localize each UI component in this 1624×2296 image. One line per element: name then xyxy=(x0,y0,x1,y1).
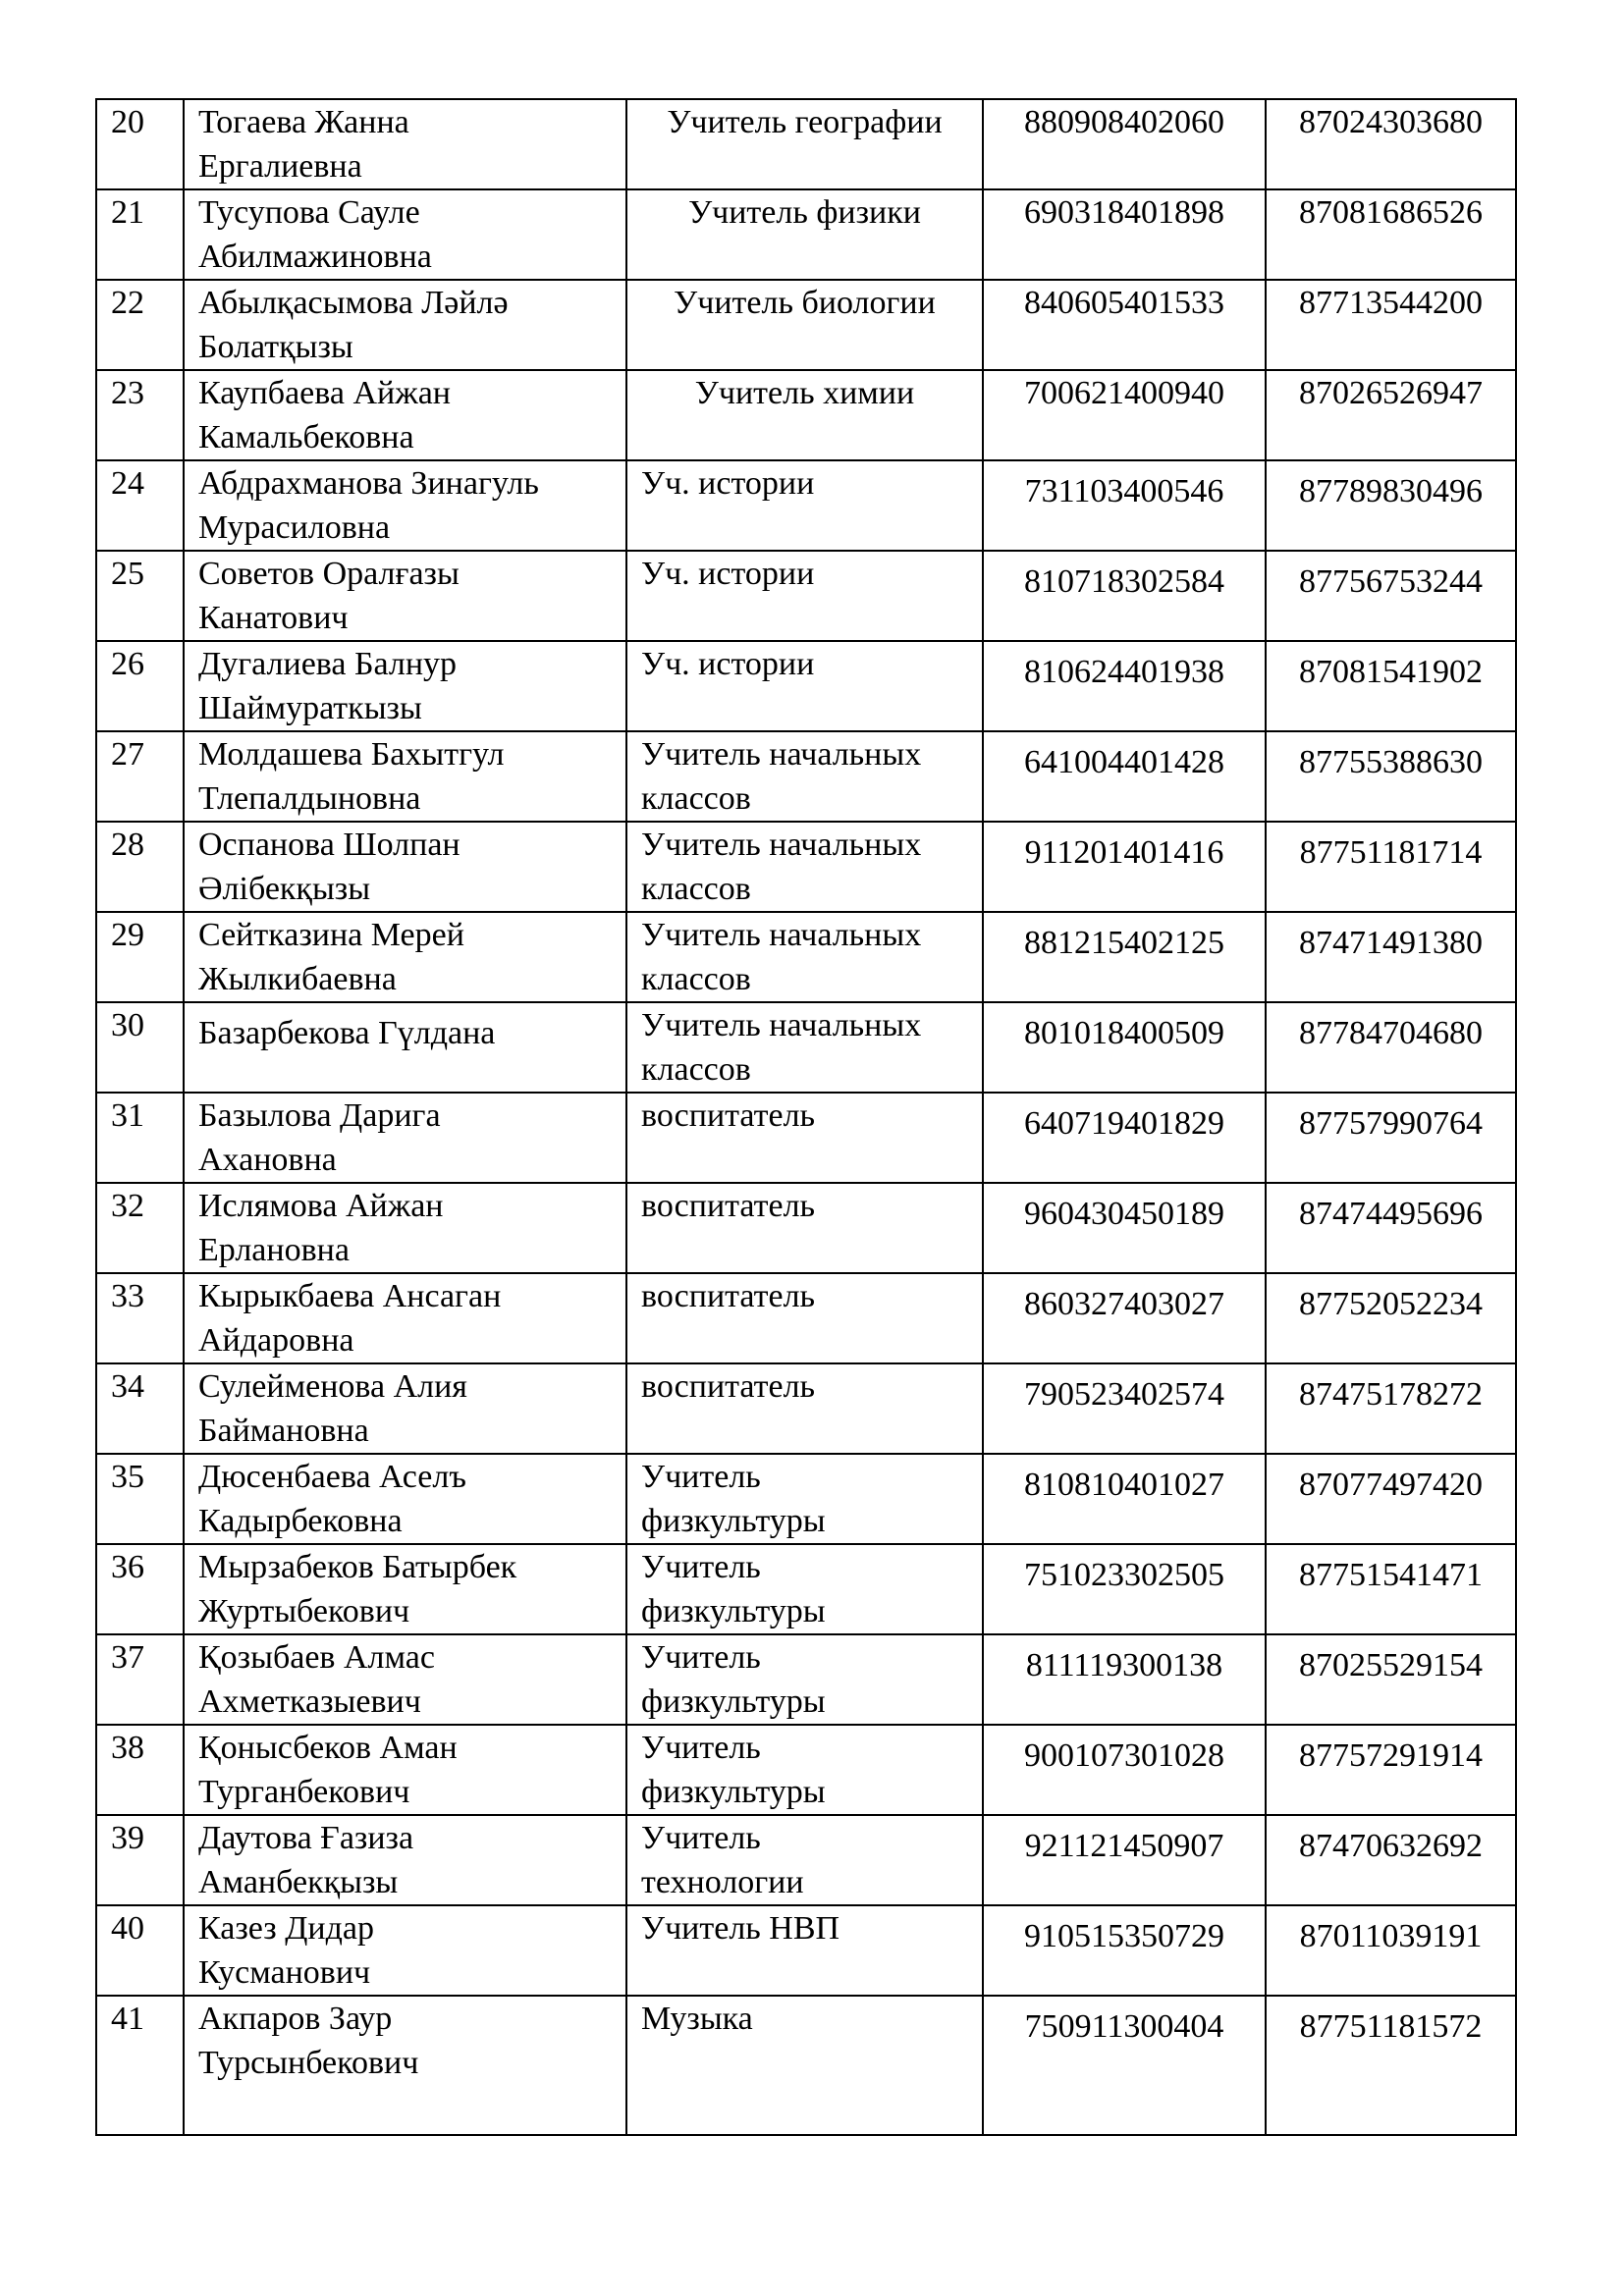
cell-number: 40 xyxy=(96,1905,184,1996)
cell-name xyxy=(184,1815,626,1905)
name-line-1: Базарбекова Гүлдана xyxy=(198,1015,496,1051)
name-line-2: Канатович xyxy=(198,600,349,636)
name-line-2: Ергалиевна xyxy=(198,148,362,185)
cell-phone: 87713544200 xyxy=(1266,280,1516,370)
position-line-1: Учитель географии xyxy=(667,104,943,140)
cell-position xyxy=(626,1093,983,1183)
cell-phone: 87751181572 xyxy=(1266,1996,1516,2135)
name-line-1: Қонысбеков Аман xyxy=(198,1730,458,1766)
table-row xyxy=(96,460,1516,551)
cell-number: 37 xyxy=(96,1634,184,1725)
cell-number: 32 xyxy=(96,1183,184,1273)
table-row xyxy=(96,1634,1516,1725)
cell-iin: 731103400546 xyxy=(983,460,1266,551)
position-line-1: Уч. истории xyxy=(641,646,815,682)
position-line-1: Учитель начальных xyxy=(641,917,922,953)
name-line-2: Журтыбекович xyxy=(198,1593,410,1629)
cell-number: 31 xyxy=(96,1093,184,1183)
cell-position xyxy=(626,641,983,731)
cell-name xyxy=(184,1996,626,2135)
name-line-1: Советов Оралғазы xyxy=(198,556,460,592)
cell-iin: 860327403027 xyxy=(983,1273,1266,1363)
name-line-2: Жылкибаевна xyxy=(198,961,397,997)
table-row xyxy=(96,1725,1516,1815)
table-row xyxy=(96,370,1516,460)
name-line-1: Тусупова Сауле xyxy=(198,194,420,231)
position-line-2: физкультуры xyxy=(641,1593,826,1629)
position-line-1: воспитатель xyxy=(641,1188,816,1224)
cell-number: 39 xyxy=(96,1815,184,1905)
table-row xyxy=(96,1093,1516,1183)
table-row xyxy=(96,1905,1516,1996)
cell-iin: 810810401027 xyxy=(983,1454,1266,1544)
table-row xyxy=(96,99,1516,189)
name-line-1: Ислямова Айжан xyxy=(198,1188,444,1224)
cell-phone: 87475178272 xyxy=(1266,1363,1516,1454)
position-line-1: Учитель xyxy=(641,1549,761,1585)
position-line-1: Музыка xyxy=(641,2001,753,2037)
cell-position xyxy=(626,280,983,370)
name-line-2: Турганбекович xyxy=(198,1774,410,1810)
name-line-1: Дугалиева Балнур xyxy=(198,646,458,682)
cell-name xyxy=(184,822,626,912)
cell-number: 25 xyxy=(96,551,184,641)
cell-iin: 641004401428 xyxy=(983,731,1266,822)
cell-position xyxy=(626,1183,983,1273)
cell-iin: 640719401829 xyxy=(983,1093,1266,1183)
table-row xyxy=(96,1363,1516,1454)
cell-phone: 87474495696 xyxy=(1266,1183,1516,1273)
name-line-1: Сулейменова Алия xyxy=(198,1368,467,1405)
name-line-1: Мырзабеков Батырбек xyxy=(198,1549,517,1585)
position-line-2: классов xyxy=(641,961,751,997)
cell-number: 30 xyxy=(96,1002,184,1093)
cell-iin: 840605401533 xyxy=(983,280,1266,370)
table-row xyxy=(96,641,1516,731)
cell-position xyxy=(626,1544,983,1634)
cell-position xyxy=(626,731,983,822)
cell-position xyxy=(626,1002,983,1093)
cell-phone: 87024303680 xyxy=(1266,99,1516,189)
cell-phone: 87471491380 xyxy=(1266,912,1516,1002)
cell-name xyxy=(184,1634,626,1725)
name-line-2: Мурасиловна xyxy=(198,509,391,546)
table-row xyxy=(96,1996,1516,2135)
table-row xyxy=(96,731,1516,822)
cell-number: 33 xyxy=(96,1273,184,1363)
name-line-2: Абилмажиновна xyxy=(198,239,432,275)
cell-name xyxy=(184,1454,626,1544)
cell-name xyxy=(184,99,626,189)
name-line-2: Баймановна xyxy=(198,1413,369,1449)
table-row xyxy=(96,189,1516,280)
position-line-2: классов xyxy=(641,871,751,907)
cell-number: 22 xyxy=(96,280,184,370)
cell-name xyxy=(184,641,626,731)
cell-name xyxy=(184,912,626,1002)
cell-number: 20 xyxy=(96,99,184,189)
name-line-2: Аманбекқызы xyxy=(198,1864,399,1900)
cell-position xyxy=(626,1905,983,1996)
cell-name xyxy=(184,189,626,280)
cell-position xyxy=(626,189,983,280)
table-row xyxy=(96,1454,1516,1544)
cell-phone: 87757291914 xyxy=(1266,1725,1516,1815)
cell-name xyxy=(184,280,626,370)
cell-phone: 87755388630 xyxy=(1266,731,1516,822)
position-line-1: воспитатель xyxy=(641,1368,816,1405)
cell-number: 34 xyxy=(96,1363,184,1454)
cell-name xyxy=(184,1725,626,1815)
name-line-1: Молдашева Бахытгул xyxy=(198,736,505,773)
cell-number: 21 xyxy=(96,189,184,280)
position-line-1: Учитель НВП xyxy=(641,1910,840,1947)
name-line-2: Ерлановна xyxy=(198,1232,350,1268)
cell-number: 24 xyxy=(96,460,184,551)
position-line-2: технологии xyxy=(641,1864,804,1900)
cell-phone: 87470632692 xyxy=(1266,1815,1516,1905)
cell-iin: 900107301028 xyxy=(983,1725,1266,1815)
name-line-1: Оспанова Шолпан xyxy=(198,827,460,863)
cell-iin: 790523402574 xyxy=(983,1363,1266,1454)
name-line-2: Ахановна xyxy=(198,1142,337,1178)
cell-position xyxy=(626,912,983,1002)
cell-number: 27 xyxy=(96,731,184,822)
name-line-1: Кырыкбаева Ансаган xyxy=(198,1278,502,1314)
name-line-2: Болатқызы xyxy=(198,329,353,365)
cell-iin: 750911300404 xyxy=(983,1996,1266,2135)
position-line-1: Учитель начальных xyxy=(641,1007,922,1043)
position-line-1: Учитель xyxy=(641,1459,761,1495)
cell-position xyxy=(626,1273,983,1363)
table-row xyxy=(96,1273,1516,1363)
cell-number: 41 xyxy=(96,1996,184,2135)
cell-number: 23 xyxy=(96,370,184,460)
cell-phone: 87081541902 xyxy=(1266,641,1516,731)
name-line-2: Шаймураткызы xyxy=(198,690,422,726)
name-line-1: Абдрахманова Зинагуль xyxy=(198,465,539,502)
position-line-2: физкультуры xyxy=(641,1503,826,1539)
name-line-1: Дюсенбаева Аселъ xyxy=(198,1459,466,1495)
cell-phone: 87752052234 xyxy=(1266,1273,1516,1363)
position-line-2: физкультуры xyxy=(641,1683,826,1720)
cell-name xyxy=(184,551,626,641)
table-row xyxy=(96,1544,1516,1634)
cell-name xyxy=(184,1363,626,1454)
position-line-1: Учитель начальных xyxy=(641,736,922,773)
name-line-1: Сейтказина Мерей xyxy=(198,917,464,953)
position-line-2: физкультуры xyxy=(641,1774,826,1810)
name-line-1: Даутова Ғазиза xyxy=(198,1820,414,1856)
name-line-2: Турсынбекович xyxy=(198,2045,419,2081)
cell-name xyxy=(184,1093,626,1183)
name-line-1: Акпаров Заур xyxy=(198,2001,393,2037)
cell-iin: 801018400509 xyxy=(983,1002,1266,1093)
cell-position xyxy=(626,1725,983,1815)
name-line-1: Казез Дидар xyxy=(198,1910,374,1947)
name-line-2: Айдаровна xyxy=(198,1322,354,1359)
cell-iin: 751023302505 xyxy=(983,1544,1266,1634)
cell-number: 26 xyxy=(96,641,184,731)
cell-position xyxy=(626,460,983,551)
position-line-1: Уч. истории xyxy=(641,465,815,502)
cell-position xyxy=(626,1454,983,1544)
cell-name xyxy=(184,1002,626,1093)
cell-iin: 690318401898 xyxy=(983,189,1266,280)
cell-iin: 880908402060 xyxy=(983,99,1266,189)
position-line-1: Учитель xyxy=(641,1730,761,1766)
cell-iin: 811119300138 xyxy=(983,1634,1266,1725)
cell-name xyxy=(184,731,626,822)
cell-iin: 910515350729 xyxy=(983,1905,1266,1996)
cell-position xyxy=(626,551,983,641)
table-row xyxy=(96,551,1516,641)
cell-name xyxy=(184,370,626,460)
name-line-2: Кадырбековна xyxy=(198,1503,403,1539)
cell-number: 38 xyxy=(96,1725,184,1815)
position-line-1: воспитатель xyxy=(641,1278,816,1314)
cell-position xyxy=(626,822,983,912)
name-line-2: Әлібекқызы xyxy=(198,871,371,907)
table-row xyxy=(96,280,1516,370)
cell-iin: 881215402125 xyxy=(983,912,1266,1002)
cell-phone: 87751181714 xyxy=(1266,822,1516,912)
position-line-1: воспитатель xyxy=(641,1097,816,1134)
cell-name xyxy=(184,1183,626,1273)
position-line-1: Уч. истории xyxy=(641,556,815,592)
staff-table xyxy=(95,98,1517,2136)
cell-number: 36 xyxy=(96,1544,184,1634)
cell-phone: 87784704680 xyxy=(1266,1002,1516,1093)
cell-phone: 87789830496 xyxy=(1266,460,1516,551)
name-line-1: Тогаева Жанна xyxy=(198,104,409,140)
position-line-1: Учитель начальных xyxy=(641,827,922,863)
name-line-1: Қозыбаев Алмас xyxy=(198,1639,435,1676)
cell-phone: 87757990764 xyxy=(1266,1093,1516,1183)
table-row xyxy=(96,1815,1516,1905)
cell-iin: 810624401938 xyxy=(983,641,1266,731)
cell-position xyxy=(626,1996,983,2135)
cell-number: 29 xyxy=(96,912,184,1002)
cell-name xyxy=(184,460,626,551)
position-line-1: Учитель xyxy=(641,1820,761,1856)
name-line-2: Тлепалдыновна xyxy=(198,780,421,817)
name-line-2: Ахметказыевич xyxy=(198,1683,421,1720)
cell-iin: 960430450189 xyxy=(983,1183,1266,1273)
name-line-1: Абылқасымова Ләйлә xyxy=(198,285,509,321)
cell-number: 28 xyxy=(96,822,184,912)
table-row xyxy=(96,1002,1516,1093)
cell-number: 35 xyxy=(96,1454,184,1544)
cell-iin: 911201401416 xyxy=(983,822,1266,912)
cell-phone: 87081686526 xyxy=(1266,189,1516,280)
position-line-1: Учитель xyxy=(641,1639,761,1676)
position-line-1: Учитель химии xyxy=(694,375,915,411)
cell-phone: 87011039191 xyxy=(1266,1905,1516,1996)
table-row xyxy=(96,822,1516,912)
cell-position xyxy=(626,99,983,189)
cell-phone: 87025529154 xyxy=(1266,1634,1516,1725)
cell-iin: 700621400940 xyxy=(983,370,1266,460)
cell-name xyxy=(184,1273,626,1363)
cell-phone: 87026526947 xyxy=(1266,370,1516,460)
name-line-1: Базылова Дарига xyxy=(198,1097,441,1134)
table-row xyxy=(96,1183,1516,1273)
name-line-1: Каупбаева Айжан xyxy=(198,375,451,411)
table-row xyxy=(96,912,1516,1002)
cell-name xyxy=(184,1905,626,1996)
position-line-1: Учитель физики xyxy=(688,194,921,231)
name-line-2: Кусманович xyxy=(198,1954,371,1991)
cell-iin: 921121450907 xyxy=(983,1815,1266,1905)
cell-iin: 810718302584 xyxy=(983,551,1266,641)
cell-phone: 87756753244 xyxy=(1266,551,1516,641)
position-line-2: классов xyxy=(641,780,751,817)
cell-name xyxy=(184,1544,626,1634)
position-line-1: Учитель биологии xyxy=(674,285,936,321)
name-line-2: Камальбековна xyxy=(198,419,414,455)
cell-position xyxy=(626,1634,983,1725)
cell-position xyxy=(626,1363,983,1454)
position-line-2: классов xyxy=(641,1051,751,1088)
cell-position xyxy=(626,370,983,460)
staff-table-body xyxy=(96,99,1516,2135)
cell-phone: 87751541471 xyxy=(1266,1544,1516,1634)
cell-phone: 87077497420 xyxy=(1266,1454,1516,1544)
cell-position xyxy=(626,1815,983,1905)
